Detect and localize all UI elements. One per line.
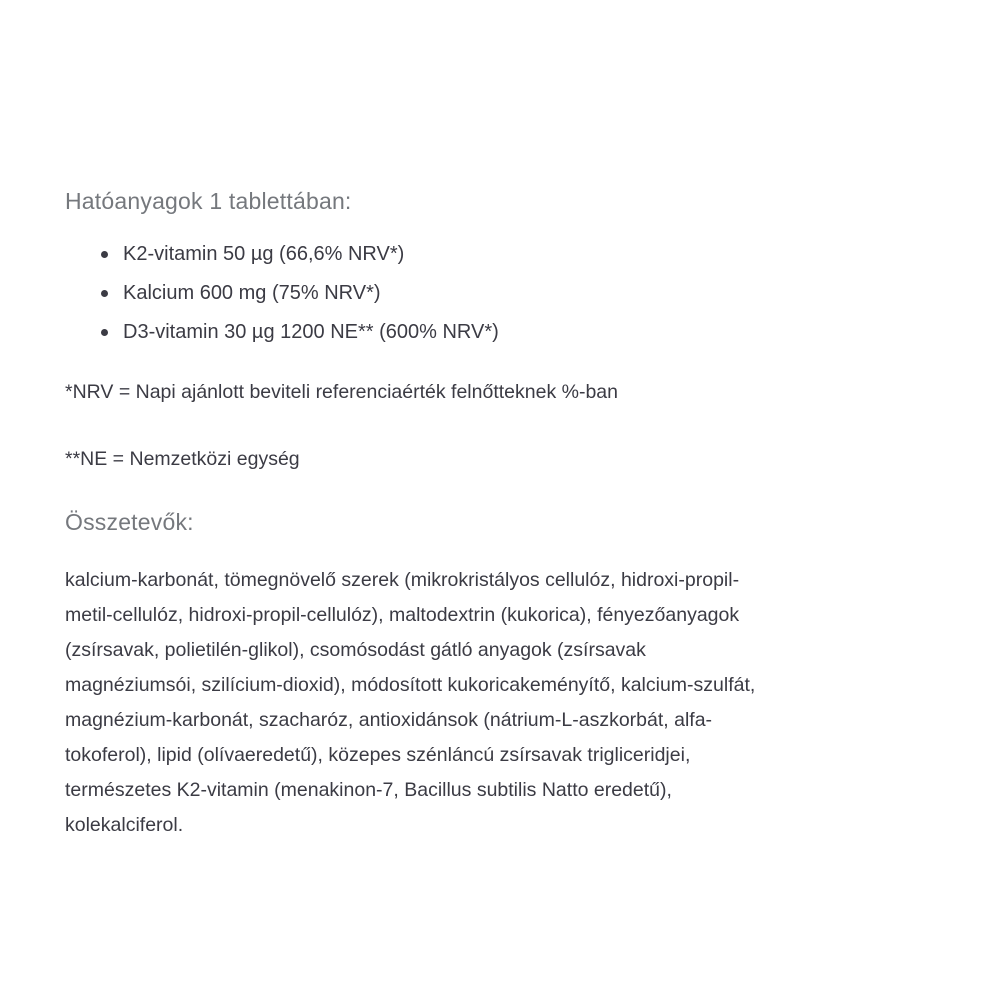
list-item-label: Kalcium 600 mg (75% NRV*) [123,282,381,304]
list-item-label: D3-vitamin 30 µg 1200 NE** (600% NRV*) [123,321,499,343]
paragraph-line: magnéziumsói, szilícium-dioxid), módosított kukoricakeményítő, kalcium-szulfát, [65,674,756,696]
paragraph-line: kalcium-karbonát, tömegnövelő szerek (mikrokristályos cellulóz, hidroxi-propil- [65,569,740,591]
paragraph-line: természetes K2-vitamin (menakinon-7, Bacillus subtilis Natto eredetű), [65,779,672,801]
paragraph-line: magnézium-karbonát, szacharóz, antioxidánsok (nátrium-L-aszkorbát, alfa- [65,709,713,731]
list-item [65,242,930,266]
active-ingredients-list [65,242,930,344]
ne-footnote: **NE = Nemzetközi egység [65,448,300,470]
list-item-label: K2-vitamin 50 µg (66,6% NRV*) [123,243,405,265]
bullet-icon [101,251,108,258]
active-ingredients-title: Hatóanyagok 1 tablettában: [65,188,352,214]
list-item [65,281,930,305]
list-item [65,320,930,344]
ingredients-paragraph [65,563,930,843]
nrv-footnote: *NRV = Napi ajánlott beviteli referenciaérték felnőtteknek %-ban [65,381,618,403]
paragraph-line: (zsírsavak, polietilén-glikol), csomósodást gátló anyagok (zsírsavak [65,639,646,661]
bullet-icon [101,290,108,297]
paragraph-line: tokoferol), lipid (olívaeredetű), közepes szénláncú zsírsavak trigliceridjei, [65,744,691,766]
paragraph-line: kolekalciferol. [65,814,184,836]
ingredients-title: Összetevők: [65,509,194,535]
paragraph-line: metil-cellulóz, hidroxi-propil-cellulóz), maltodextrin (kukorica), fényezőanyagok [65,604,740,626]
bullet-icon [101,329,108,336]
